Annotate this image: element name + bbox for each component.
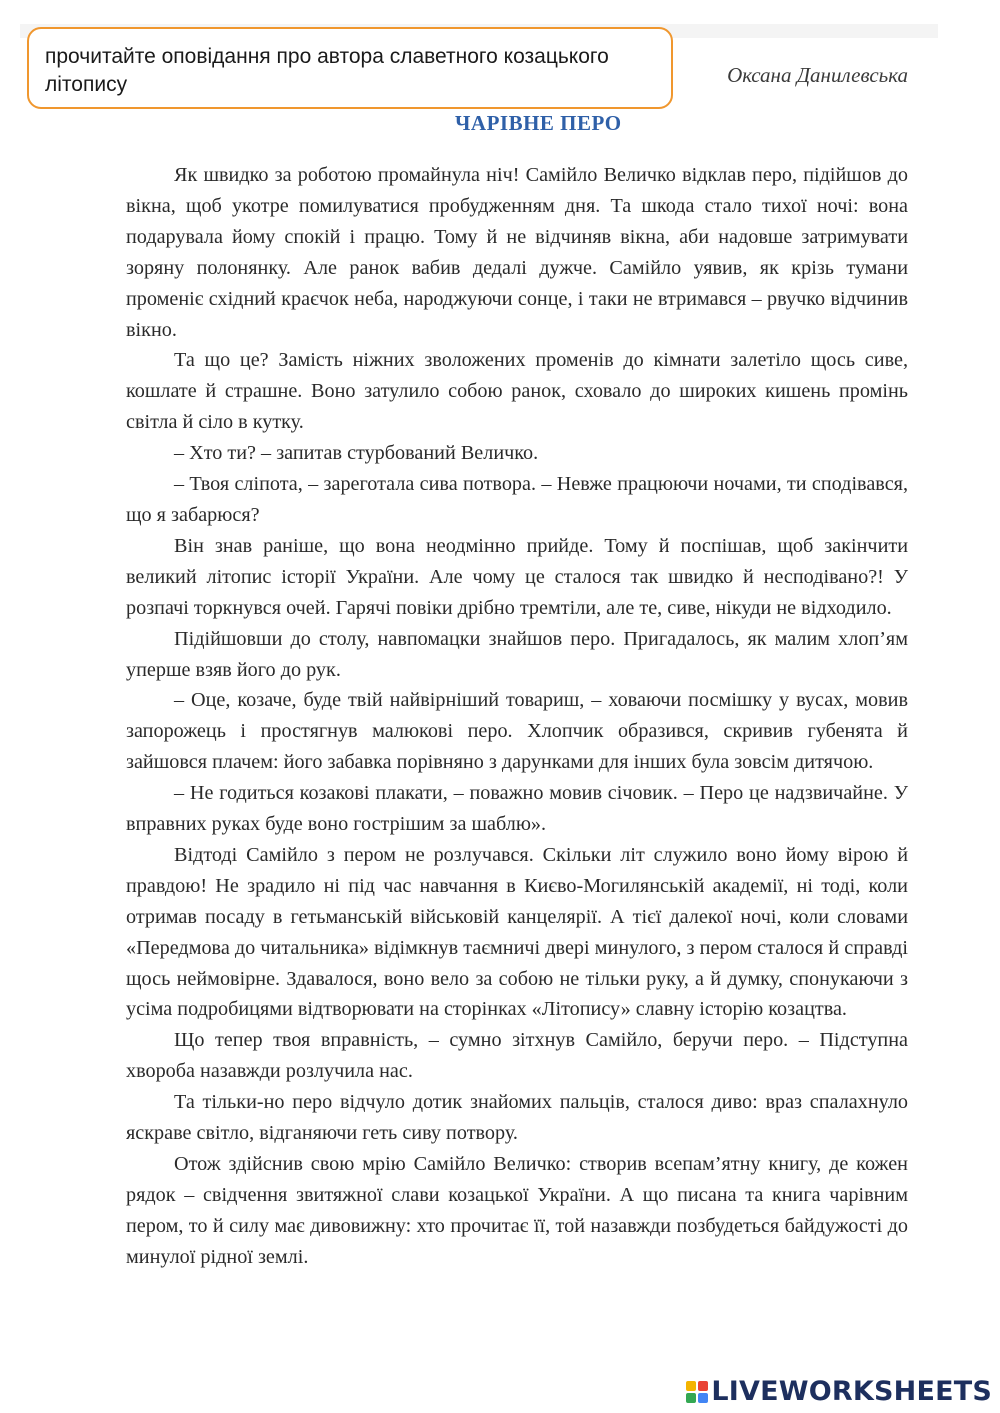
story-paragraph: Як швидко за роботою промайнула ніч! Самійло Величко відклав перо, підійшов до вікна, щоб укотре помилуватися пробудженням дня. Та шкода стало тихої ночі: вона подарувала йому спокій і працю. Тому й не відчиняв вікна, аби надовше затримувати зоряну полонянку. Але ранок вабив дедалі дужче. Самійло уявив, як крізь тумани променіє східний краєчок неба, народжуючи сонце, і таки не втримався – рвучко відчинив вікно. [126,164,908,341]
story-paragraph: Та тільки-но перо відчуло дотик знайомих пальців, сталося диво: враз спалахнуло яскраве світло, відганяючи геть сиву потвору. [126,1091,908,1145]
story-paragraph: Він знав раніше, що вона неодмінно прийде. Тому й поспішав, щоб закінчити великий літопис історії України. Але чому це сталося так швидко й несподівано?! У розпачі торкнувся очей. Гарячі повіки дрібно тремтіли, але те, сиве, нікуди не відходило. [126,534,908,619]
story-paragraph: – Оце, козаче, буде твій найвірніший товариш, – ховаючи посмішку у вусах, мовив запорожець і простягнув малюкові перо. Хлопчик образився, скривив губенята й зайшовся плачем: його забавка порівняно з дарунками для інших була зовсім дитячою. [126,689,908,774]
logo-square-icon [686,1393,696,1403]
story-paragraph: Що тепер твоя вправність, – сумно зітхнув Самійло, беручи перо. – Підступна хвороба назавжди розлучила нас. [126,1029,908,1083]
story-paragraph: Та що це? Замість ніжних зволожених променів до кімнати залетіло щось сиве, кошлате й страшне. Воно затулило собою ранок, сховало до широких кишень промінь світла й сіло в кутку. [126,349,908,434]
logo-square-icon [698,1381,708,1391]
story-paragraph: Відтоді Самійло з пером не розлучався. Скільки літ служило воно йому вірою й правдою! Не зрадило ні під час навчання в Києво-Могилянській академії, ні тоді, коли отримав посаду в гетьманській військовій канцелярії. А тієї далекої ночі, коли словами «Передмова до читальника» відімкнув таємничі двері минулого, з пером сталося й справді щось неймовірне. Здавалося, воно вело за собою не тільки руку, а й думку, спонукаючи з усіма подробицями відтворювати на сторінках «Літопису» славну історію козацтва. [126,843,908,1021]
story-paragraph: – Твоя сліпота, – зареготала сива потвора. – Невже працюючи ночами, ти сподівався, що я забарюся? [126,473,908,526]
author-name: Оксана Данилевська [727,63,908,87]
logo-square-icon [698,1393,708,1403]
instruction-text-box[interactable] [27,27,673,109]
liveworksheets-logo[interactable] [686,1376,992,1407]
logo-square-icon [686,1381,696,1391]
story-paragraph: – Не годиться козакові плакати, – поважно мовив січовик. – Перо це надзвичайне. У вправних руках буде воно гострішим за шаблю». [126,782,908,836]
story-body [126,160,908,1273]
liveworksheets-logo-text: LIVEWORKSHEETS [711,1376,992,1407]
story-paragraph: Підійшовши до столу, навпомацки знайшов перо. Пригадалось, як малим хлоп’ям уперше взяв його до рук. [126,627,908,681]
instruction-text: прочитайте оповідання про автора славетного козацького літопису [45,45,609,96]
story-paragraph: Отож здійснив свою мрію Самійло Величко: створив всепам’ятну книгу, де кожен рядок – свідчення звитяжної слави козацької України. А що писана та книга чарівним пером, то й силу має дивовижну: хто прочитає її, той назавжди позбудеться байдужості до минулої рідної землі. [126,1153,908,1268]
story-paragraph: – Хто ти? – запитав стурбований Величко. [174,442,539,465]
liveworksheets-logo-icon [686,1381,708,1403]
story-title: ЧАРІВНЕ ПЕРО [455,111,622,135]
